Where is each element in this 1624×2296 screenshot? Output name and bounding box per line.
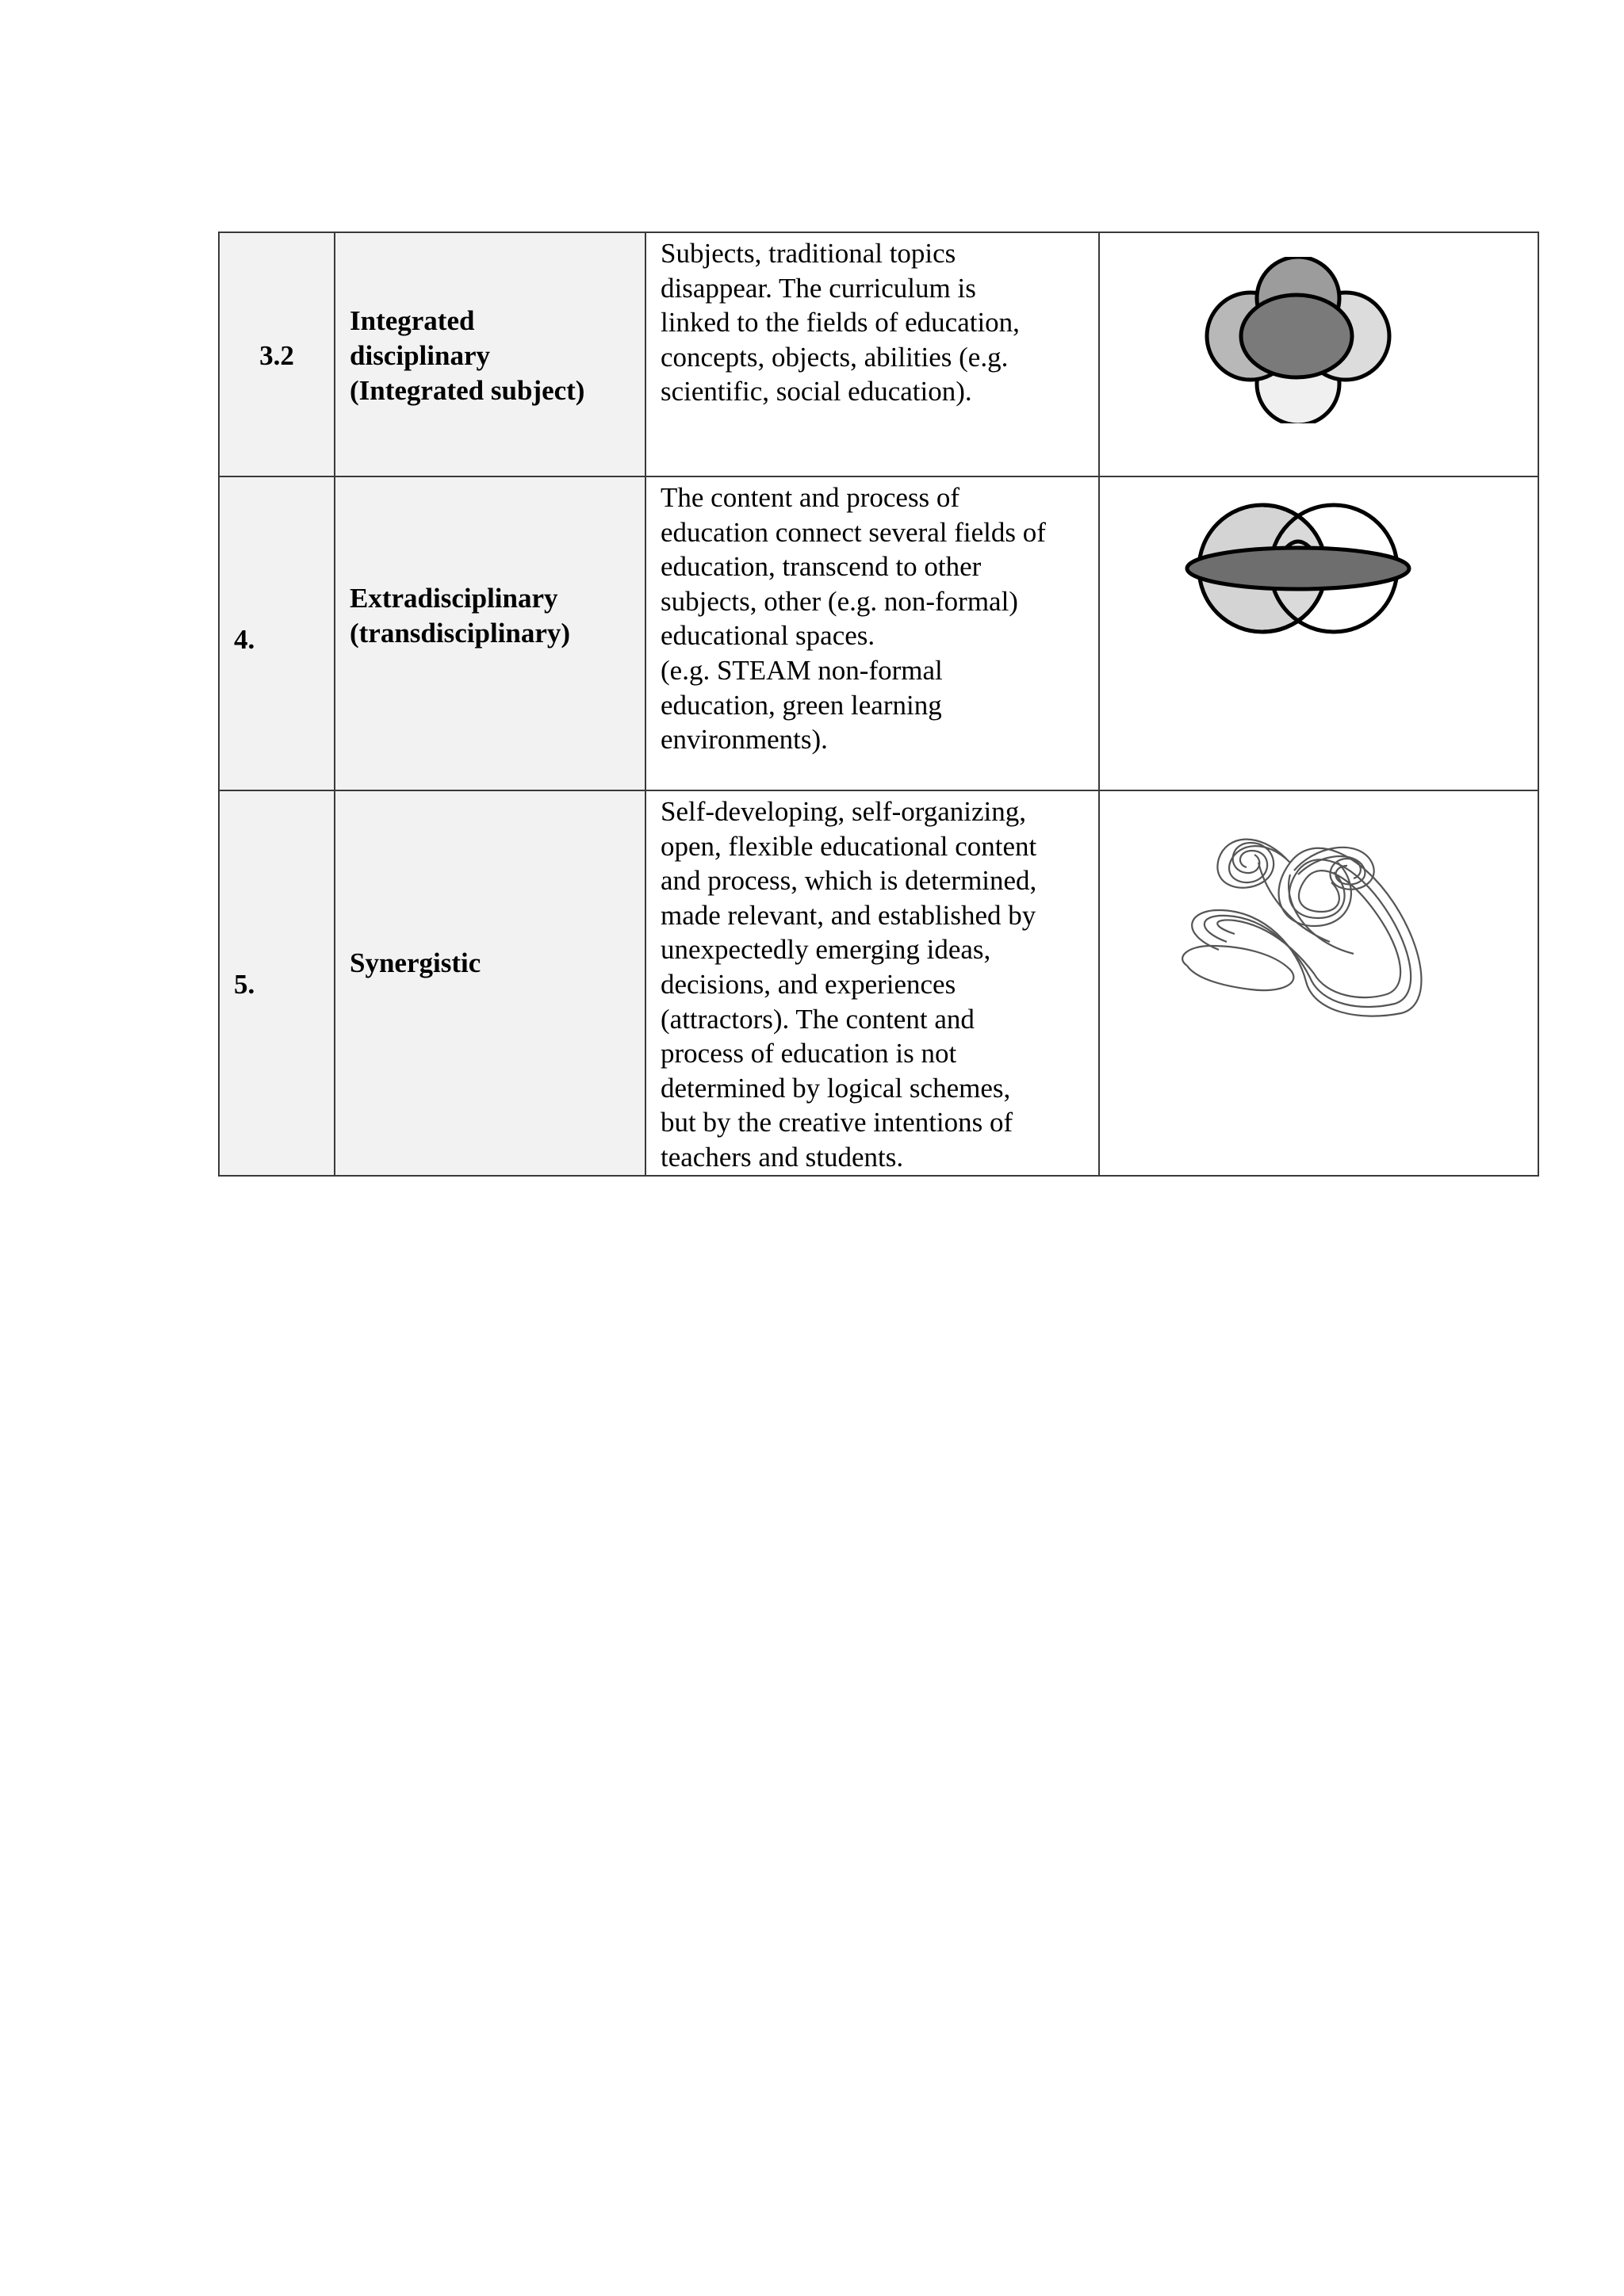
approach-table <box>218 232 1539 1177</box>
figure-cell <box>1099 790 1538 1176</box>
table-row <box>219 476 1538 790</box>
figure-cell <box>1099 232 1538 476</box>
row-number-cell <box>219 790 335 1176</box>
table-row <box>219 232 1538 476</box>
row-number: 3.2 <box>259 340 294 371</box>
approach-description: Subjects, traditional topics disappear. The curriculum is linked to the fields of education, concepts, objects, abilities (e.g. scientific, social education). <box>661 238 1020 408</box>
overlapping-circles-with-ellipse-diagram <box>1183 497 1413 640</box>
figure-cell <box>1099 476 1538 790</box>
approach-name: Integrated disciplinary (Integrated subject) <box>350 305 585 406</box>
approach-name: Synergistic <box>350 947 481 978</box>
description-cell <box>645 476 1099 790</box>
table-row <box>219 790 1538 1176</box>
description-cell <box>645 790 1099 1176</box>
approach-description: Self-developing, self-organizing, open, flexible educational content and process, which is determined, made relevant, and established by unexpectedly emerging ideas, decisions, and experiences (attractors). The content and process of education is not determined by logical schemes, but by the creative intentions of teachers and students. <box>661 796 1037 1173</box>
row-number-cell <box>219 476 335 790</box>
four-circle-flower-diagram <box>1195 257 1401 423</box>
row-number-cell <box>219 232 335 476</box>
approach-name-cell <box>335 232 645 476</box>
approach-name-cell <box>335 476 645 790</box>
row-number: 5. <box>234 969 255 1000</box>
approach-name: Extradisciplinary (transdisciplinary) <box>350 583 571 649</box>
approach-name-cell <box>335 790 645 1176</box>
approach-description: The content and process of education connect several fields of education, transcend to other subjects, other (e.g. non-formal) educational spaces. (e.g. STEAM non-formal education, green learning environments). <box>661 482 1046 756</box>
row-number: 4. <box>234 624 255 655</box>
description-cell <box>645 232 1099 476</box>
strange-attractor-sketch <box>1171 815 1433 1021</box>
